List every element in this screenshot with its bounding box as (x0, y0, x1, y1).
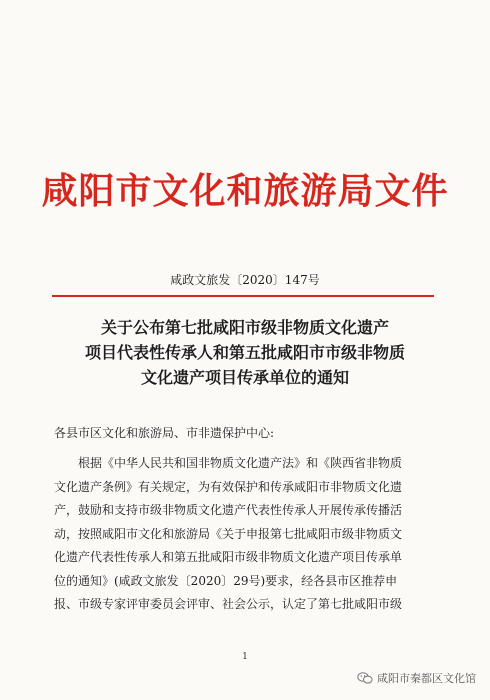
title-line: 项目代表性传承人和第五批咸阳市市级非物质 (84, 343, 405, 362)
body-line: 动，按照咸阳市文化和旅游局《关于申报第七批咸阳市级非物质文 (54, 526, 403, 541)
body-line: 化遗产代表性传承人和第五批咸阳市级非物质文化遗产项目传承单 (54, 550, 403, 564)
masthead-title: 咸阳市文化和旅游局文件 (41, 171, 449, 212)
wechat-icon (357, 671, 373, 685)
body-line: 报、市级专家评审委员会评审、社会公示，认定了第七批咸阳市级 (54, 597, 403, 611)
body-line: 位的通知》(咸政文旅发〔2020〕29号)要求，经各县市区推荐申 (54, 573, 398, 588)
notice-title (40, 315, 450, 390)
document-number: 咸政文旅发〔2020〕147号 (170, 273, 320, 287)
watermark-text: 咸阳市秦都区文化馆 (377, 672, 476, 685)
page-number: 1 (242, 652, 248, 662)
salutation: 各县市区文化和旅游局、市非遗保护中心: (54, 426, 275, 440)
body-line: 根据《中华人民共和国非物质文化遗产法》和《陕西省非物质 (78, 456, 403, 470)
body-line: 文化遗产条例》有关规定，为有效保护和传承咸阳市非物质文化遗 (54, 479, 403, 494)
red-divider (52, 295, 434, 297)
body-line: 产，鼓励和支持市级非物质文化遗产代表性传承人开展传承传播活 (54, 503, 403, 517)
body-text (54, 452, 439, 617)
title-line: 关于公布第七批咸阳市级非物质文化遗产 (100, 318, 389, 337)
source-watermark (357, 670, 476, 686)
title-line: 文化遗产项目传承单位的通知 (140, 368, 349, 387)
